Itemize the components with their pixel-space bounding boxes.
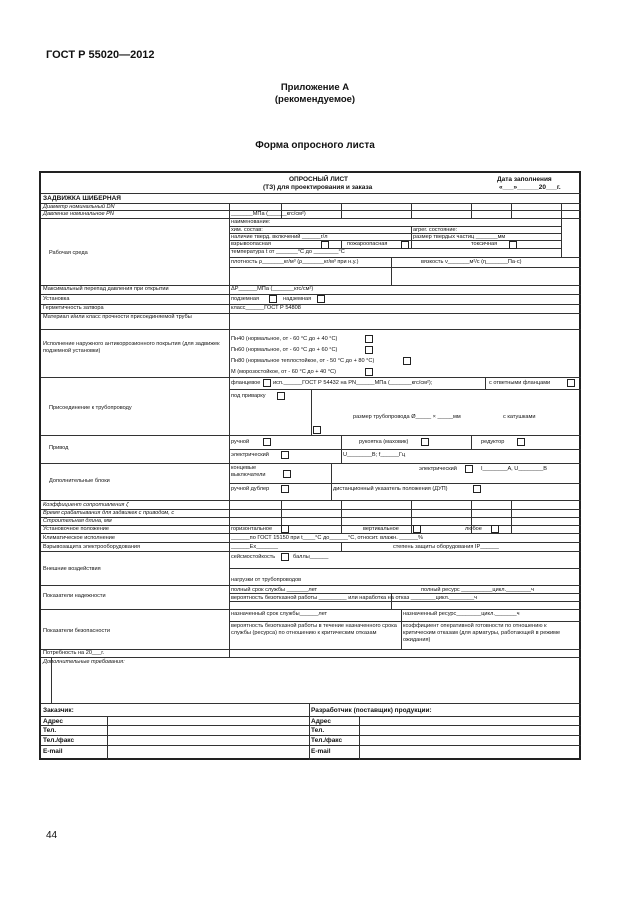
questionnaire-form [39, 171, 581, 760]
position-horizontal: горизонтальное [231, 526, 273, 532]
any-checkbox[interactable] [491, 525, 499, 533]
safety-prob[interactable]: вероятность безотказной работы в течение назначенного срока службы (ресурса) по отношению к критическим отказам [231, 623, 397, 636]
developer-email: E-mail [311, 748, 331, 755]
medium-viscosity[interactable]: вязкость ν_______м²/с (η_______Па·с) [421, 259, 522, 265]
install-underground: подземная [231, 296, 259, 302]
coating-option-4: М (морозостойкое, от - 60 °С до + 40 °С) [231, 369, 336, 375]
reliability-life[interactable]: полный срок службы _______лет [231, 587, 318, 593]
drive-electric: электрический [231, 452, 269, 458]
fire-checkbox[interactable] [401, 241, 409, 249]
connect-flanges: фланцевое [231, 380, 261, 386]
medium-chem[interactable]: хим. состав: [231, 227, 263, 233]
explosive-checkbox[interactable] [321, 241, 329, 249]
ex-value[interactable]: ______Ex_______ [231, 544, 278, 550]
position-vertical: вертикальное [363, 526, 399, 532]
vertical-checkbox[interactable] [413, 525, 421, 533]
pn-value[interactable]: _______МПа (______кгс/см²) [231, 211, 306, 217]
max-dp-value[interactable]: ΔР______МПа (_______кгс/см²) [231, 286, 314, 292]
developer-fax: Тел./факс [311, 737, 343, 744]
handle-checkbox[interactable] [421, 438, 429, 446]
reliability-prob[interactable]: вероятность безотказной работы _________ или наработка на отказ ________цикл.________ч [231, 595, 478, 601]
safety-coef[interactable]: коэффициент оперативной готовности по отношению к критическим отказам (для арматуры, работающей в режиме ожидания) [403, 623, 561, 643]
flange-spec[interactable]: исп.______ГОСТ Р 54432 на PN______МПа (_______кгс/см²); [273, 380, 433, 386]
horizontal-checkbox[interactable] [281, 525, 289, 533]
coating-option-3: Пн80 (нормальное теплостойкое, от - 50 °С до + 80 °С) [231, 358, 375, 364]
connect-weld: под приварку [231, 393, 266, 399]
medium-temp[interactable]: температура t от _______°С до ________°С [231, 249, 345, 255]
medium-solid[interactable]: наличие тверд. включений ______г/л [231, 234, 328, 240]
label-reliability: Показатели надежности [43, 593, 106, 599]
appendix-heading [0, 82, 630, 106]
label-safety: Показатели безопасности [43, 628, 111, 634]
coat1-checkbox[interactable] [365, 335, 373, 343]
coating-option-1: Пн40 (нормальное, от - 60 °С до + 40 °С) [231, 336, 338, 342]
label-position: Установочное положение [43, 526, 110, 532]
external-seismic: сейсмостойкость [231, 554, 276, 560]
extra-dup: дистанционный указатель положения (ДУП) [333, 486, 448, 492]
customer-fax: Тел./факс [43, 737, 75, 744]
dup-checkbox[interactable] [473, 485, 481, 493]
safety-assigned-resource[interactable]: назначенный ресурс________цикл._______ч [403, 611, 520, 617]
overground-checkbox[interactable] [317, 295, 325, 303]
external-loads: нагрузки от трубопроводов [231, 577, 302, 583]
sheet-subtitle: (ТЗ) для проектирования и заказа [263, 184, 373, 191]
label-dn: Диаметр номинальный DN [43, 204, 115, 210]
label-external: Внешние воздействия [43, 566, 101, 572]
customer-email: E-mail [43, 748, 63, 755]
coat3-checkbox[interactable] [403, 357, 411, 365]
form-title: Форма опросного листа [255, 140, 375, 151]
label-extra: Дополнительные блоки [49, 478, 110, 484]
label-need[interactable]: Потребность на 20___г. [43, 650, 105, 656]
appendix-subtitle: (рекомендуемое) [274, 94, 356, 105]
medium-fire: пожароопасная [347, 241, 388, 247]
medium-solid-size[interactable]: размер твердых частиц _______мм [413, 234, 506, 240]
manual-checkbox[interactable] [263, 438, 271, 446]
safety-assigned-life[interactable]: назначенный срок службы______лет [231, 611, 328, 617]
seismic-value[interactable]: баллы______ [293, 554, 329, 560]
extra-electric: электрический [419, 466, 457, 472]
date-field[interactable]: «___»______20___г. [499, 184, 561, 191]
electric2-checkbox[interactable] [465, 465, 473, 473]
product-name: ЗАДВИЖКА ШИБЕРНАЯ [43, 195, 121, 202]
medium-aggr[interactable]: агрег. состояние: [413, 227, 458, 233]
label-length: Строительная длина, мм [43, 518, 112, 524]
medium-toxic: токсичная [471, 241, 498, 247]
coating-option-2: Пн60 (нормальное, от - 60 °С до + 60 °С) [231, 347, 338, 353]
medium-density[interactable]: плотность ρ_______кг/м³ (ρ_______кг/м³ при н.у.) [231, 259, 359, 265]
page-number: 44 [46, 830, 58, 841]
position-any: любое [465, 526, 482, 532]
connect-counter: с ответными фланцами [489, 380, 551, 386]
reliability-resource[interactable]: полный ресурс __________цикл.________ч [421, 587, 534, 593]
date-label: Дата заполнения [497, 176, 552, 183]
electric-checkbox[interactable] [281, 451, 289, 459]
customer-tel: Тел. [43, 727, 57, 734]
medium-name[interactable]: наименование: [231, 219, 271, 225]
pipe-size[interactable]: размер трубопровода Ø_____ × _____мм [353, 414, 461, 420]
extra-limit: концевые выключатели [231, 465, 266, 478]
label-medium: Рабочая среда [49, 250, 88, 256]
label-ex: Взрывозащита электрооборудования [43, 544, 141, 550]
document-code: ГОСТ Р 55020—2012 [46, 49, 155, 61]
counter-checkbox[interactable] [567, 379, 575, 387]
coat2-checkbox[interactable] [365, 346, 373, 354]
developer-address: Адрес [311, 718, 331, 725]
drive-handle: рукоятка (маховик) [359, 439, 409, 445]
footer-customer: Заказчик: [43, 707, 74, 714]
tightness-value[interactable]: класс______ГОСТ Р 54808 [231, 305, 301, 311]
label-pn: Давление номинальное PN [43, 211, 114, 217]
flanges-checkbox[interactable] [263, 379, 271, 387]
coat4-checkbox[interactable] [365, 368, 373, 376]
medium-explosive: взрывоопасная [231, 241, 271, 247]
drive-manual: ручной [231, 439, 250, 445]
label-coating: Исполнение наружного антикоррозионного покрытия (для задвижек подземной установки) [43, 341, 220, 354]
climate-value[interactable]: ______по ГОСТ 15150 при t____°С до______°С, относит. влажн. ______% [231, 535, 423, 541]
label-add-req[interactable]: Дополнительные требования: [43, 659, 125, 665]
backup-checkbox[interactable] [281, 485, 289, 493]
appendix-title: Приложение А [280, 82, 350, 93]
underground-checkbox[interactable] [269, 295, 277, 303]
weld-checkbox[interactable] [277, 392, 285, 400]
label-tightness: Герметичность затвора [43, 305, 104, 311]
label-time: Время срабатывания для задвижек с приводом, с [43, 510, 175, 516]
toxic-checkbox[interactable] [509, 241, 517, 249]
footer-developer: Разработчик (поставщик) продукции: [311, 707, 432, 714]
customer-address: Адрес [43, 718, 63, 725]
install-overground: надземная [283, 296, 312, 302]
label-material: Материал и/или класс прочности присоединяемой трубы [43, 314, 192, 320]
label-resist: Коэффициент сопротивления ζ [43, 502, 129, 508]
ip-value[interactable]: степень защиты оборудования IP______ [393, 544, 499, 550]
extra-i-line[interactable]: I________А, U________В [481, 466, 547, 472]
limit-checkbox[interactable] [283, 470, 291, 478]
reducer-checkbox[interactable] [517, 438, 525, 446]
sheet-title: ОПРОСНЫЙ ЛИСТ [289, 176, 348, 183]
label-install: Установка [43, 296, 70, 302]
label-connect: Присоединение к трубопроводу [49, 405, 132, 411]
label-drive: Привод [49, 445, 69, 451]
developer-tel: Тел. [311, 727, 325, 734]
seismic-checkbox[interactable] [281, 553, 289, 561]
label-climate: Климатическое исполнение [43, 535, 116, 541]
extra-backup: ручной дублер [231, 486, 270, 492]
drive-reducer: редуктор [481, 439, 505, 445]
label-max-dp: Максимальный перепад давления при открытии [43, 286, 169, 292]
drive-u-line[interactable]: U________В; f______Гц [343, 452, 406, 458]
connect-coils: с катушками [503, 414, 536, 420]
coils-checkbox[interactable] [313, 426, 321, 434]
